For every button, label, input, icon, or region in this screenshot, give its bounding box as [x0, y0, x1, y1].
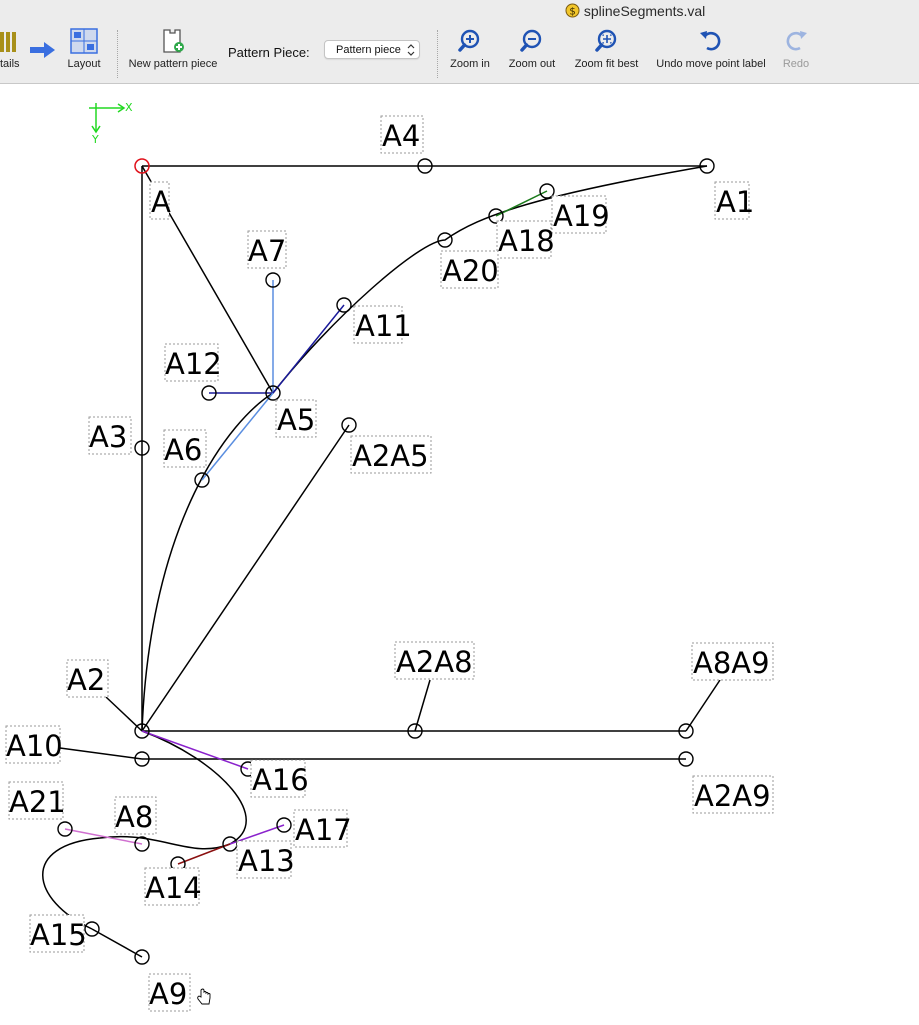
axis-indicator	[89, 101, 133, 146]
zoom-out-button[interactable]	[505, 24, 559, 83]
pattern-piece-label: Pattern Piece:	[228, 45, 310, 60]
svg-text:A21: A21	[9, 785, 66, 819]
label-A10[interactable]	[6, 726, 63, 763]
svg-text:A2: A2	[67, 663, 106, 697]
label-A9[interactable]	[149, 974, 190, 1011]
toolbar-separator	[437, 30, 438, 78]
window-title	[565, 3, 705, 19]
zoom-in-button[interactable]	[446, 24, 494, 83]
svg-text:A2A9: A2A9	[694, 779, 771, 813]
svg-text:A11: A11	[355, 309, 412, 343]
label-A19[interactable]	[552, 196, 610, 233]
svg-text:A1: A1	[716, 185, 755, 219]
svg-text:A17: A17	[295, 813, 352, 847]
title-bar	[0, 0, 919, 24]
svg-text:A3: A3	[89, 420, 128, 454]
pattern-piece-select[interactable]	[324, 40, 420, 59]
svg-text:A2A5: A2A5	[352, 439, 429, 473]
svg-text:A6: A6	[164, 433, 203, 467]
svg-text:A18: A18	[498, 224, 555, 258]
drawing-canvas[interactable]	[0, 84, 919, 1025]
svg-text:A10: A10	[6, 729, 63, 763]
details-label: tails	[0, 58, 20, 70]
svg-text:A9: A9	[149, 977, 188, 1011]
details-button[interactable]	[0, 24, 20, 83]
redo-button[interactable]	[778, 24, 814, 83]
label-A1[interactable]	[715, 182, 754, 219]
document-icon	[565, 3, 580, 18]
svg-text:A8: A8	[115, 800, 154, 834]
undo-icon	[698, 28, 724, 54]
axis-y-label: Y	[92, 133, 99, 146]
zoom-in-label: Zoom in	[450, 58, 490, 70]
label-A4[interactable]	[381, 116, 423, 153]
svg-text:A14: A14	[145, 871, 202, 905]
undo-label: Undo move point label	[656, 58, 766, 70]
label-A18[interactable]	[497, 221, 555, 258]
point-labels	[6, 116, 773, 1011]
label-A8A9[interactable]	[692, 643, 773, 680]
new-piece-icon	[160, 28, 186, 54]
select-chevron-icon	[407, 43, 415, 57]
label-A14[interactable]	[145, 868, 202, 905]
details-icon	[0, 28, 16, 54]
label-A2A8[interactable]	[395, 642, 474, 679]
zoom-out-icon	[519, 28, 545, 54]
label-A11[interactable]	[354, 306, 412, 343]
pattern-piece-value: Pattern piece	[336, 44, 401, 56]
label-A13[interactable]	[237, 841, 295, 878]
handle-A2-A16	[142, 731, 248, 769]
new-pattern-piece-button[interactable]	[127, 24, 219, 83]
label-A3[interactable]	[89, 417, 131, 454]
label-A16[interactable]	[251, 760, 309, 797]
zoom-fit-best-button[interactable]	[571, 24, 642, 83]
svg-text:A16: A16	[252, 763, 309, 797]
points	[58, 159, 714, 964]
zoom-fit-best-icon	[594, 28, 620, 54]
label-A2[interactable]	[67, 660, 108, 697]
svg-text:A8A9: A8A9	[693, 646, 770, 680]
label-A8[interactable]	[115, 797, 156, 834]
undo-button[interactable]	[655, 24, 767, 83]
leader-A2A8	[415, 680, 430, 731]
label-A5[interactable]	[276, 400, 316, 437]
new-piece-label: New pattern piece	[128, 58, 218, 70]
line-A2-A2A5	[142, 425, 349, 731]
redo-label: Redo	[782, 58, 810, 70]
window-title-text: splineSegments.val	[583, 3, 706, 19]
axis-x-label: X	[125, 101, 133, 114]
zoom-out-label: Zoom out	[508, 58, 556, 70]
label-A21[interactable]	[9, 782, 66, 819]
handle-A5-A11	[273, 305, 344, 393]
label-A6[interactable]	[164, 430, 206, 467]
handle-A18-A19	[496, 191, 547, 216]
layout-icon	[70, 28, 98, 54]
svg-text:A4: A4	[382, 119, 421, 153]
label-A[interactable]	[150, 182, 171, 219]
label-A2A9[interactable]	[693, 776, 773, 813]
label-A12[interactable]	[165, 344, 222, 381]
svg-text:A12: A12	[165, 347, 222, 381]
svg-text:A13: A13	[238, 844, 295, 878]
svg-text:A7: A7	[248, 234, 287, 268]
layout-label: Layout	[67, 58, 101, 70]
leader-A8A9	[686, 680, 720, 731]
svg-text:A20: A20	[442, 254, 499, 288]
label-A15[interactable]	[30, 915, 87, 952]
line-A15-A9	[92, 929, 142, 957]
label-A7[interactable]	[248, 231, 286, 268]
svg-text:A5: A5	[277, 403, 316, 437]
arrow-right-icon	[30, 41, 56, 59]
zoom-fit-best-label: Zoom fit best	[574, 58, 639, 70]
label-A17[interactable]	[294, 810, 352, 847]
zoom-in-icon	[457, 28, 483, 54]
handle-A6-A5	[202, 393, 273, 480]
redo-icon	[783, 28, 809, 54]
svg-text:A15: A15	[30, 918, 87, 952]
line-A10	[60, 748, 142, 759]
label-A2A5[interactable]	[351, 436, 431, 473]
toolbar-separator	[117, 30, 118, 78]
layout-button[interactable]	[63, 24, 105, 83]
svg-text:A2A8: A2A8	[396, 645, 473, 679]
label-A20[interactable]	[441, 251, 499, 288]
svg-text:$: $	[569, 6, 576, 18]
toolbar	[0, 24, 919, 84]
svg-text:A19: A19	[553, 199, 610, 233]
svg-text:A: A	[151, 185, 171, 219]
construction-lines	[60, 166, 720, 957]
hand-cursor-icon	[198, 989, 210, 1004]
